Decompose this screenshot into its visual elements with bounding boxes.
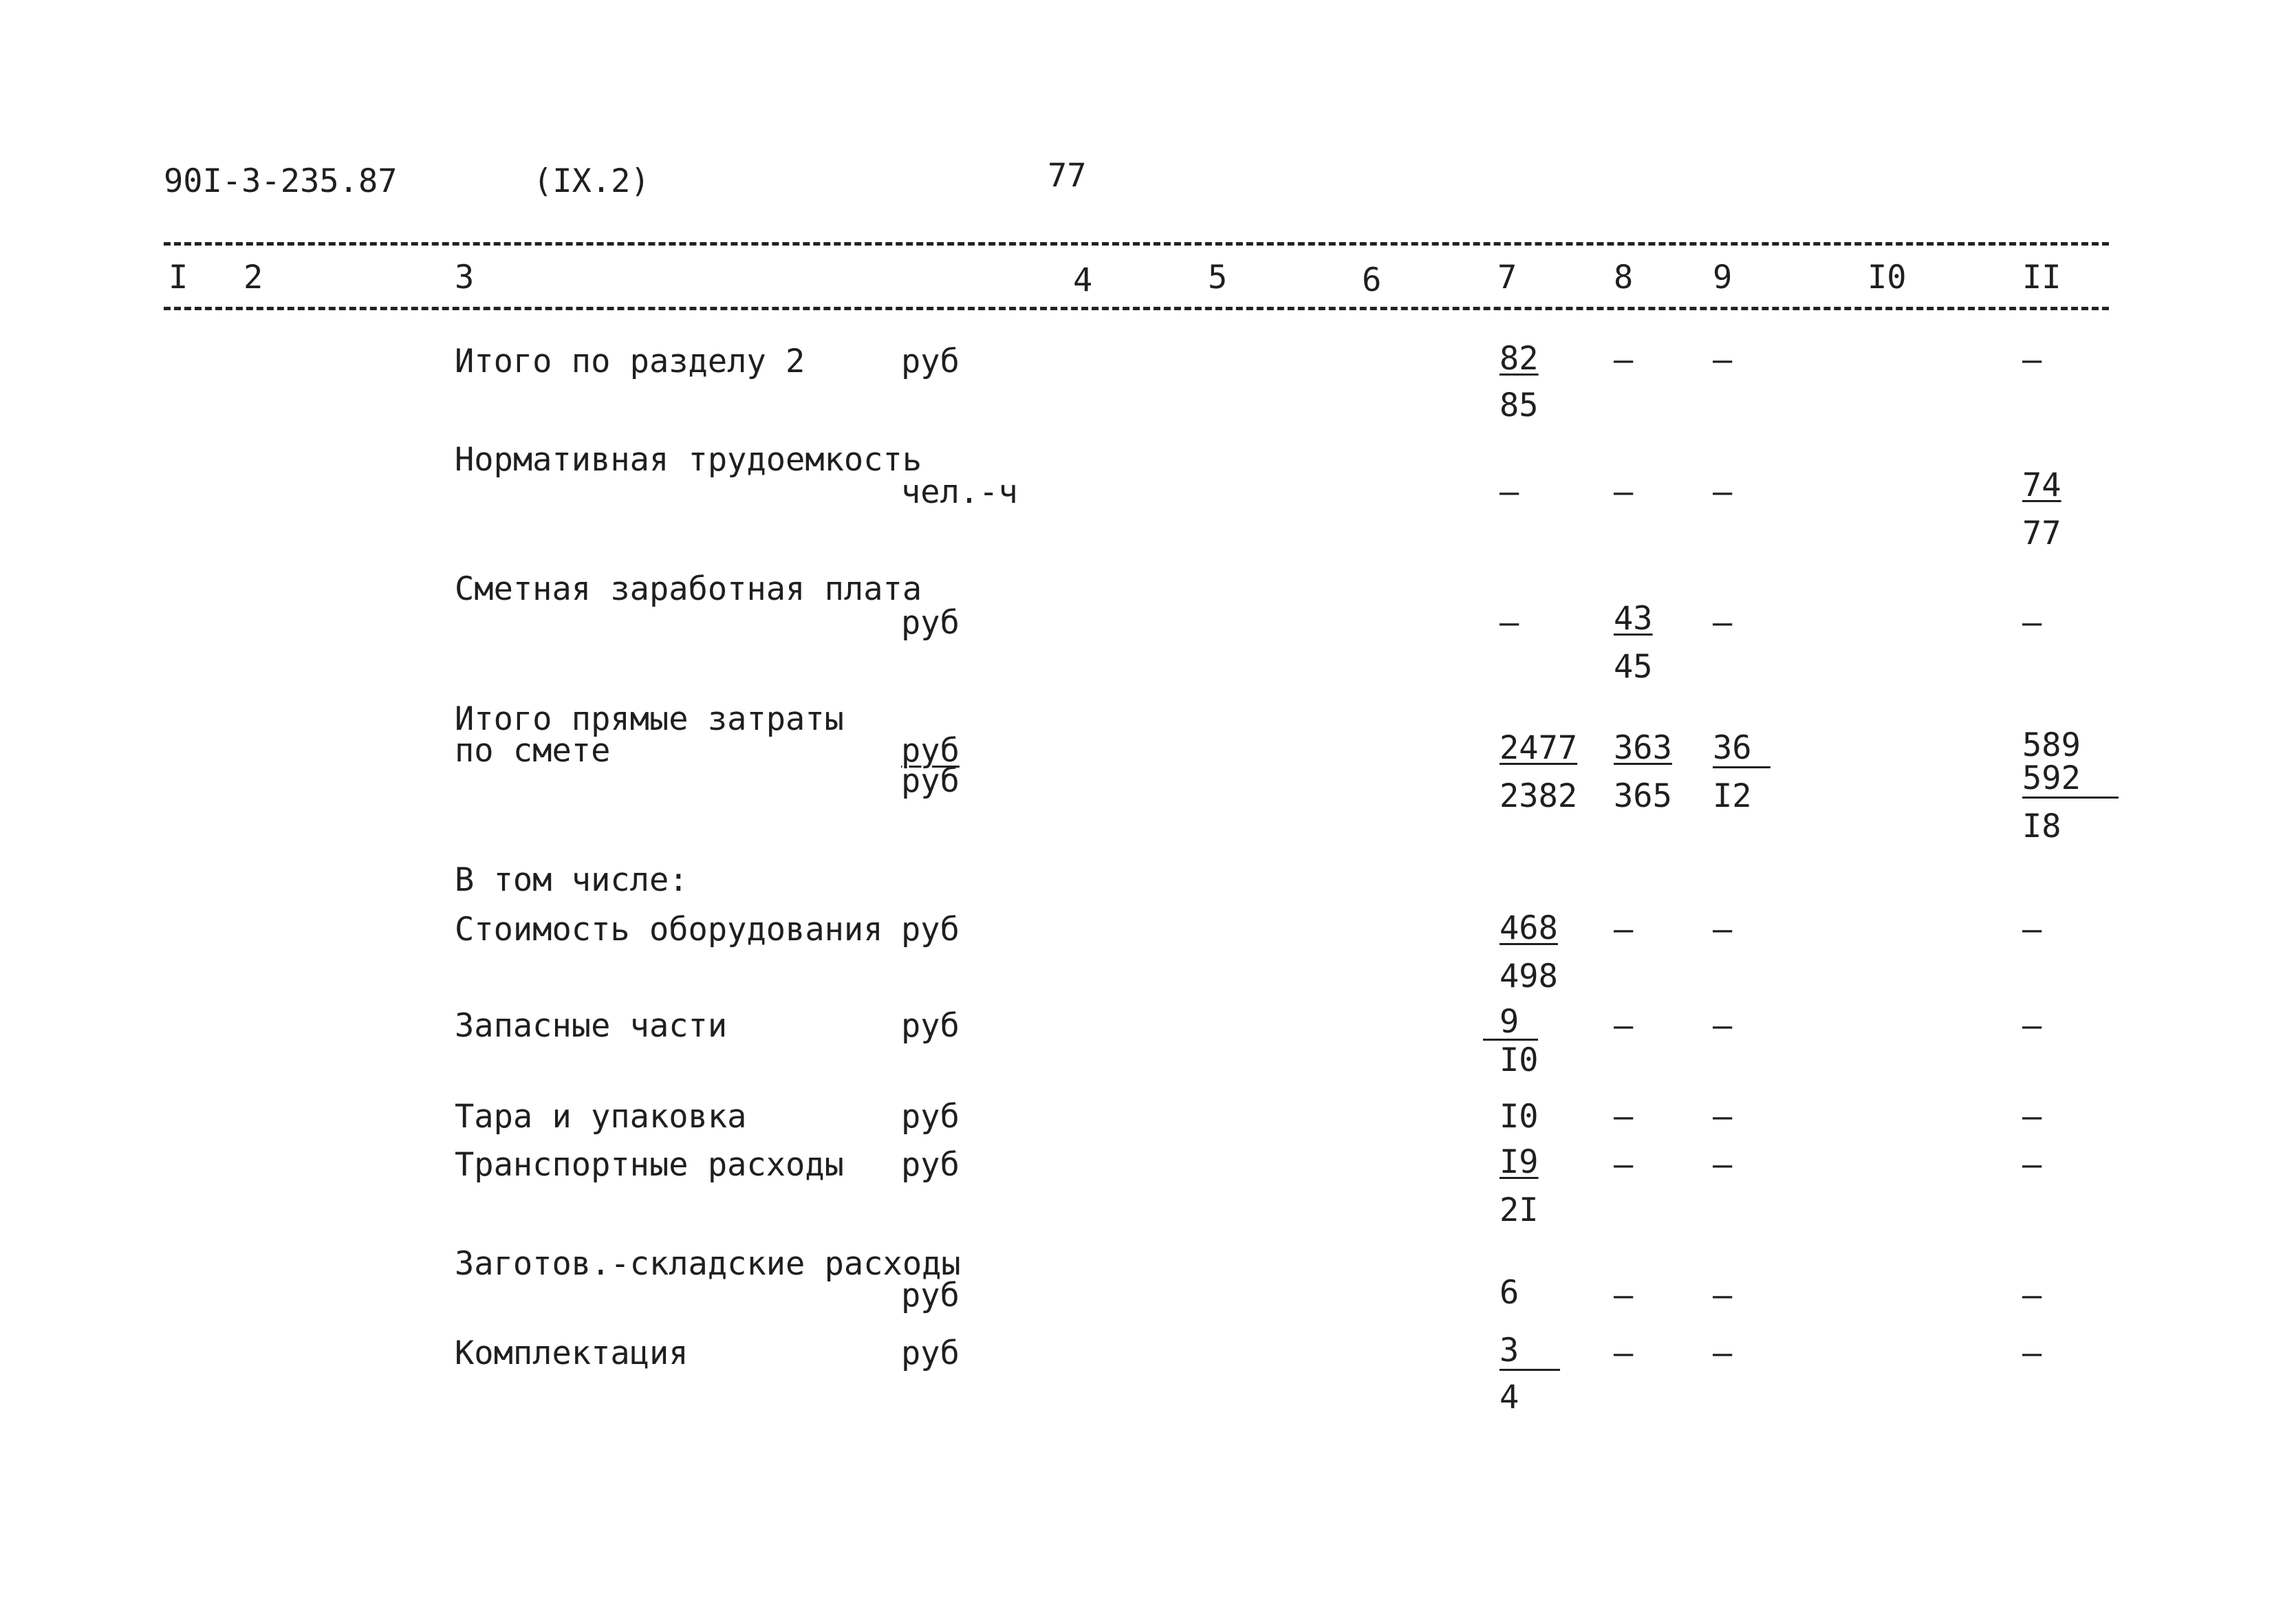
row-unit: руб	[901, 1334, 960, 1372]
col11-dash: –	[2022, 1277, 2042, 1314]
page-number: 77	[1048, 157, 1087, 195]
col9-dash: –	[1713, 1146, 1733, 1184]
row-name: Заготов.-складские расходы	[455, 1245, 961, 1283]
col7-dash: –	[1499, 604, 1519, 642]
col7-value-bottom: 2I	[1499, 1191, 1539, 1229]
row-name: Запасные части	[455, 1007, 728, 1045]
col9-dash: –	[1713, 1007, 1733, 1045]
col11-value-top: 589	[2022, 726, 2081, 764]
row-name: Тара и упаковка	[455, 1098, 747, 1136]
section-number: (IX.2)	[533, 162, 650, 200]
column-number: I	[169, 259, 188, 296]
col7-value-top: 82	[1499, 340, 1539, 378]
column-number: I0	[1867, 259, 1907, 296]
col9-dash: –	[1713, 1277, 1733, 1314]
col8-dash: –	[1614, 341, 1634, 379]
col9-value-bottom: I2	[1713, 777, 1752, 815]
col7-value-top: 3	[1499, 1332, 1519, 1369]
col11-dash: –	[2022, 911, 2042, 949]
row-unit: руб	[901, 1098, 960, 1136]
row-unit: руб	[901, 1277, 960, 1314]
col11-value-top: 74	[2022, 466, 2061, 504]
col8-value-top: 43	[1614, 600, 1653, 638]
column-number: 8	[1614, 259, 1634, 296]
col8-dash: –	[1614, 1098, 1634, 1136]
col7-dash: –	[1499, 473, 1519, 511]
col11-dash: –	[2022, 1007, 2042, 1045]
row-name: Итого по разделу 2	[455, 343, 805, 380]
header-bottom-rule	[164, 307, 2109, 310]
row-unit: руб	[901, 732, 960, 770]
col11-dash: –	[2022, 1334, 2042, 1372]
col8-value-bottom: 45	[1614, 648, 1653, 686]
subheading: В том числе:	[455, 861, 689, 899]
row-unit: руб	[901, 343, 960, 380]
row-name: Транспортные расходы	[455, 1146, 844, 1184]
col7-value-top: 9	[1499, 1003, 1519, 1041]
column-number: II	[2022, 259, 2061, 296]
document-code: 90I-3-235.87	[164, 162, 398, 200]
col8-dash: –	[1614, 1146, 1634, 1184]
column-number: 9	[1713, 259, 1733, 296]
col11-value-middle: 592	[2022, 759, 2081, 797]
row-name: Итого прямые затраты	[455, 700, 844, 738]
column-number: 3	[455, 259, 475, 296]
col11-dash: –	[2022, 1098, 2042, 1136]
col7-value-bottom: I0	[1499, 1041, 1539, 1079]
col11-dash: –	[2022, 341, 2042, 379]
col7-fraction-line	[1499, 1369, 1560, 1371]
col8-dash: –	[1614, 1277, 1634, 1314]
col8-dash: –	[1614, 1007, 1634, 1045]
col7-value-top: I9	[1499, 1143, 1539, 1181]
row-unit: руб	[901, 1007, 960, 1045]
col9-dash: –	[1713, 911, 1733, 949]
col7-value-top: 468	[1499, 909, 1558, 947]
col11-fraction-line	[2022, 797, 2119, 799]
col9-dash: –	[1713, 473, 1733, 511]
col7-value-bottom: 4	[1499, 1378, 1519, 1416]
col8-value-bottom: 365	[1614, 777, 1672, 815]
col9-dash: –	[1713, 1098, 1733, 1136]
col7-value: I0	[1499, 1098, 1539, 1136]
col7-value-bottom: 85	[1499, 387, 1539, 424]
col8-dash: –	[1614, 911, 1634, 949]
column-number: 6	[1362, 261, 1382, 299]
col11-dash: –	[2022, 604, 2042, 642]
row-name: Стоимость оборудования	[455, 911, 883, 949]
row-name: Комплектация	[455, 1334, 689, 1372]
row-name-continued: по смете	[455, 732, 611, 770]
col8-value-top: 363	[1614, 729, 1672, 767]
column-number: 7	[1497, 259, 1517, 296]
col9-value-top: 36	[1713, 729, 1752, 767]
row-unit: чел.-ч	[901, 473, 1018, 511]
col9-fraction-line	[1713, 766, 1771, 768]
row-unit: руб	[901, 911, 960, 949]
col7-value-bottom: 498	[1499, 957, 1558, 995]
col9-dash: –	[1713, 1334, 1733, 1372]
row-unit: руб	[901, 604, 960, 642]
row-unit: руб	[901, 1146, 960, 1184]
column-number: 2	[243, 259, 263, 296]
row-unit: руб	[901, 762, 960, 800]
row-name: Сметная заработная плата	[455, 570, 922, 608]
header-top-rule	[164, 242, 2109, 246]
col8-dash: –	[1614, 473, 1634, 511]
col7-value: 6	[1499, 1274, 1519, 1312]
col7-value-top: 2477	[1499, 729, 1578, 767]
col11-value-bottom: I8	[2022, 808, 2061, 845]
row-name: Нормативная трудоемкость	[455, 441, 922, 479]
col8-dash: –	[1614, 1334, 1634, 1372]
col11-dash: –	[2022, 1146, 2042, 1184]
col7-fraction-line	[1483, 1039, 1538, 1041]
col11-value-bottom: 77	[2022, 515, 2061, 552]
column-number: 4	[1073, 261, 1093, 299]
column-number: 5	[1208, 259, 1228, 296]
col9-dash: –	[1713, 604, 1733, 642]
col9-dash: –	[1713, 341, 1733, 379]
col7-value-bottom: 2382	[1499, 777, 1578, 815]
